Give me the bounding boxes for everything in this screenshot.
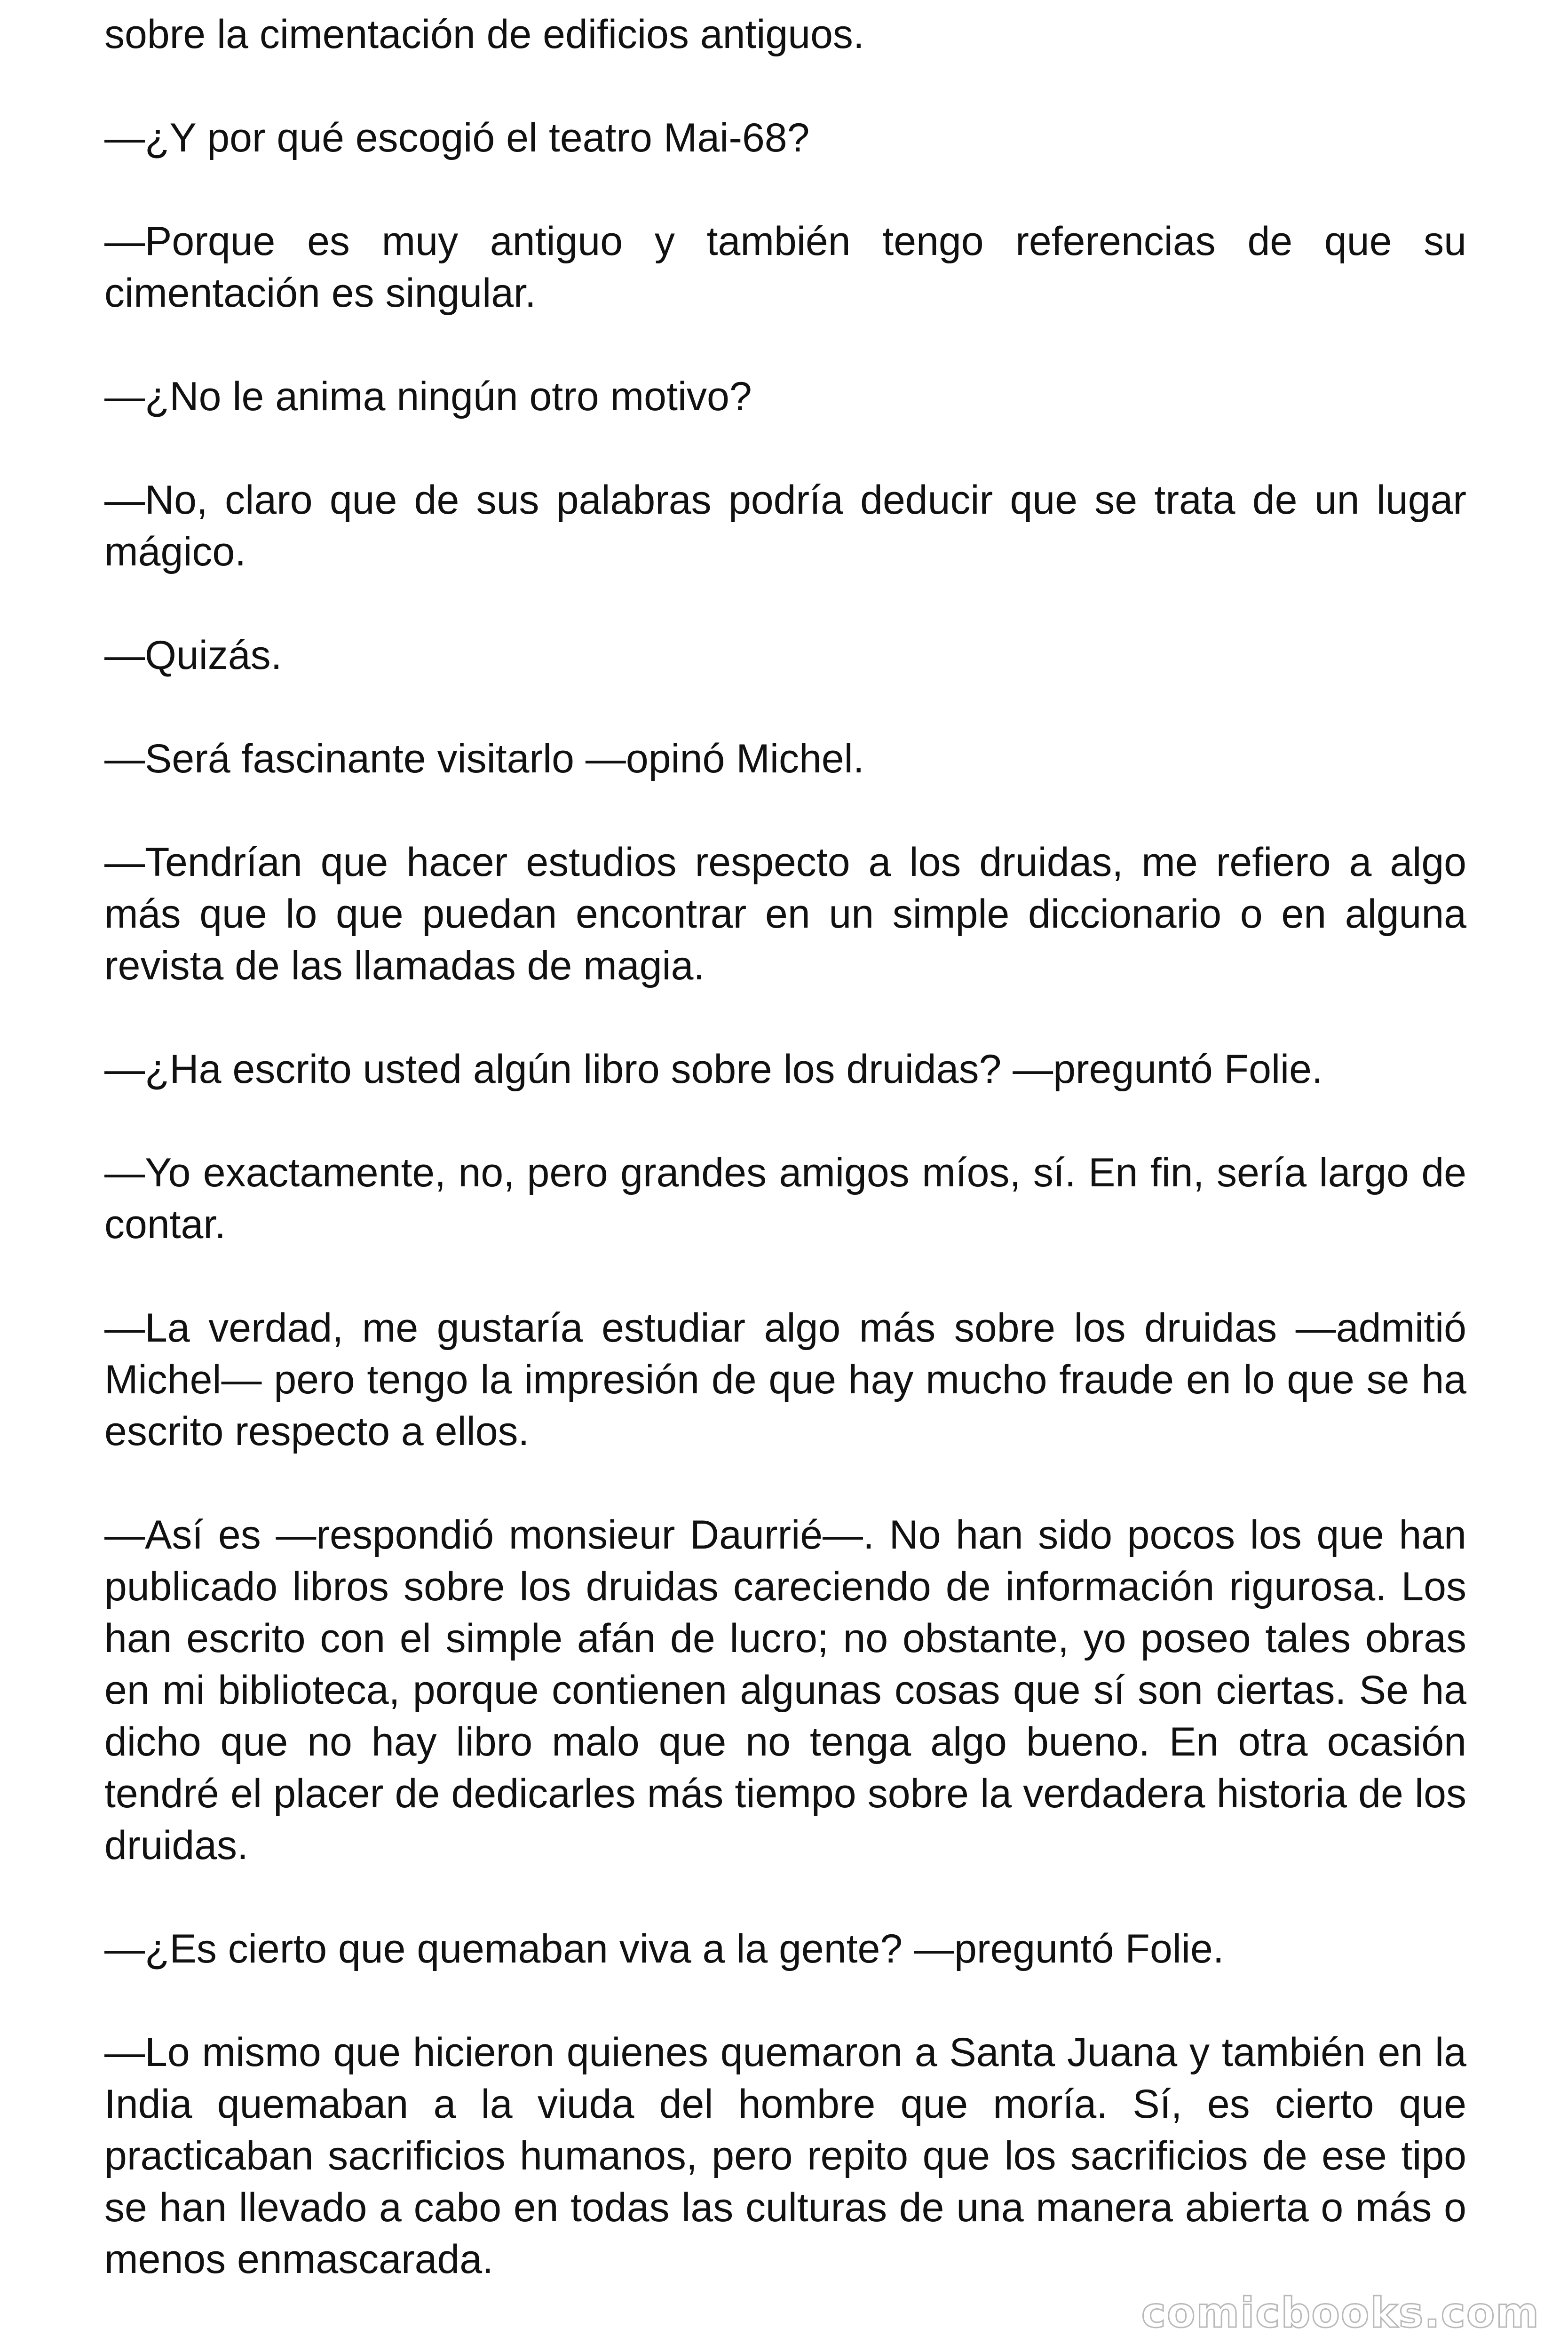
document-page (104, 8, 1466, 2285)
paragraph: —¿Es cierto que quemaban viva a la gente? —preguntó Folie. (104, 1926, 1224, 1971)
paragraph: sobre la cimentación de edificios antiguos. (104, 12, 864, 57)
paragraph: —¿No le anima ningún otro motivo? (104, 374, 752, 419)
paragraph: —No, claro que de sus palabras podría deducir que se trata de un lugar mágico. (104, 477, 1466, 574)
paragraph: —Quizás. (104, 633, 282, 678)
paragraph: —Porque es muy antiguo y también tengo referencias de que su cimentación es singular. (104, 219, 1466, 316)
paragraph: —Así es —respondió monsieur Daurrié—. No han sido pocos los que han publicado libros sobre los druidas careciendo de información rigurosa. Los han escrito con el simple afán de lucro; no obstante, yo poseo tales obras en mi biblioteca, porque contienen algunas cosas que sí son ciertas. Se ha dicho que no hay libro malo que no tenga algo bueno. En otra ocasión tendré el placer de dedicarles más tiempo sobre la verdadera historia de los druidas. (104, 1512, 1466, 1868)
paragraph: —Tendrían que hacer estudios respecto a los druidas, me refiero a algo más que lo que puedan encontrar en un simple diccionario o en alguna revista de las llamadas de magia. (104, 840, 1466, 988)
paragraph: —La verdad, me gustaría estudiar algo más sobre los druidas —admitió Michel— pero tengo la impresión de que hay mucho fraude en lo que se ha escrito respecto a ellos. (104, 1305, 1466, 1454)
watermark: comicbooks.com (1141, 2288, 1540, 2337)
paragraph: —Lo mismo que hicieron quienes quemaron a Santa Juana y también en la India quemaban a la viuda del hombre que moría. Sí, es cierto que practicaban sacrificios humanos, pero repito que los sacrificios de ese tipo se han llevado a cabo en todas las culturas de una manera abierta o más o menos enmascarada. (104, 2030, 1466, 2282)
paragraph: —¿Ha escrito usted algún libro sobre los druidas? —preguntó Folie. (104, 1047, 1323, 1092)
paragraph: —Será fascinante visitarlo —opinó Michel. (104, 736, 864, 781)
paragraph: —Yo exactamente, no, pero grandes amigos míos, sí. En fin, sería largo de contar. (104, 1150, 1466, 1247)
paragraph: —¿Y por qué escogió el teatro Mai-68? (104, 115, 810, 160)
